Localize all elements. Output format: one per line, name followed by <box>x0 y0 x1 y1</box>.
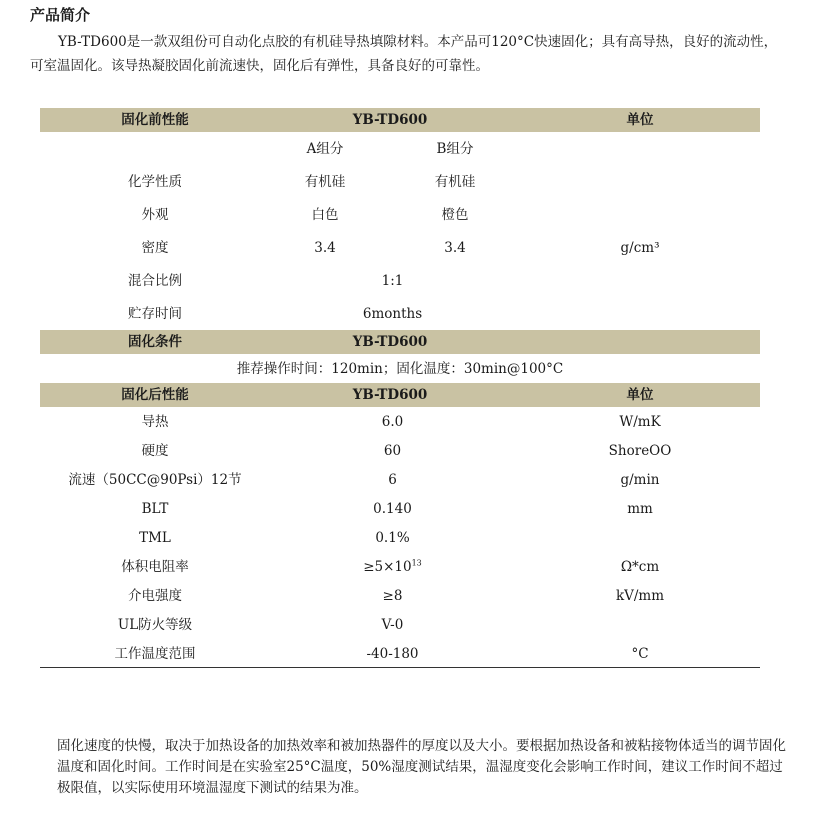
row-label: 化学性质 <box>128 174 182 190</box>
row-value: $\ge 5\times 10^{13}$ <box>363 558 422 575</box>
row-label: BLT <box>141 501 169 517</box>
pre-cure-title: 固化前性能 <box>121 112 189 128</box>
row-value: 0.140 <box>373 501 412 517</box>
row-label: 工作温度范围 <box>114 646 196 662</box>
intro-paragraph: YB-TD600是一款双组份可自动化点胶的有机硅导热填隙材料。本产品可120°C快速固化；具有高导热，良好的流动性，可室温固化。该导热凝胶固化前流速快，固化后有弹性，具备良好的可靠性。 <box>30 34 778 74</box>
row-label: 外观 <box>141 207 169 223</box>
row-unit: Ω*cm <box>620 559 660 575</box>
component-a-header: A组分 <box>306 141 344 157</box>
row-label: 介电强度 <box>128 588 182 604</box>
table-bottom-rule <box>40 667 760 668</box>
row-label: 导热 <box>141 414 169 430</box>
cure-condition-title: 固化条件 <box>128 334 182 350</box>
post-cure-title: 固化后性能 <box>121 387 189 403</box>
product-code-header: YB-TD600 <box>352 334 428 350</box>
row-label: 混合比例 <box>128 273 182 289</box>
row-value-a: 3.4 <box>314 240 336 256</box>
row-value-b: 橙色 <box>441 207 469 223</box>
row-unit: W/mK <box>619 414 661 430</box>
row-value: 0.1% <box>375 530 410 546</box>
row-label: 流速（50CC@90Psi）12节 <box>68 472 242 488</box>
footnote: 固化速度的快慢，取决于加热设备的加热效率和被加热器件的厚度以及大小。要根据加热设备和被粘接物体适当的调节固化温度和固化时间。工作时间是在实验室25°C温度，50%湿度测试结果，温湿度变化会影响工作时间，建议工作时间不超过极限值，以实际使用环境温湿度下测试的结果为准。 <box>57 738 786 796</box>
row-value-b: 有机硅 <box>434 174 476 190</box>
product-code-header: YB-TD600 <box>352 387 428 403</box>
row-value: V-0 <box>381 617 404 633</box>
cure-condition-note: 推荐操作时间：120min；固化温度：30min@100°C <box>236 361 564 377</box>
row-unit: °C <box>631 646 649 662</box>
row-value: -40-180 <box>366 646 419 662</box>
row-value: ≥8 <box>382 588 403 604</box>
unit-header: 单位 <box>626 112 654 128</box>
row-label: UL防火等级 <box>117 617 193 633</box>
row-unit: mm <box>627 501 653 517</box>
row-unit: g/min <box>620 472 660 488</box>
row-label: 体积电阻率 <box>121 559 189 575</box>
row-unit: g/cm³ <box>620 240 660 256</box>
row-value-a: 白色 <box>311 207 339 223</box>
row-label: 密度 <box>141 240 169 256</box>
row-value: 6months <box>362 306 423 322</box>
row-value-a: 有机硅 <box>304 174 346 190</box>
cure-condition-header <box>40 330 760 354</box>
row-label: 硬度 <box>141 443 169 459</box>
product-code-header: YB-TD600 <box>352 112 428 128</box>
row-value-b: 3.4 <box>444 240 466 256</box>
row-unit: kV/mm <box>615 588 665 604</box>
component-b-header: B组分 <box>436 141 474 157</box>
row-unit: ShoreOO <box>608 443 672 459</box>
row-value: 1:1 <box>381 273 404 289</box>
row-label: TML <box>139 530 171 546</box>
pre-cure-header <box>40 108 760 132</box>
unit-header: 单位 <box>626 387 654 403</box>
row-value: 6 <box>388 472 397 488</box>
row-label: 贮存时间 <box>128 306 182 322</box>
row-value: 60 <box>383 443 402 459</box>
row-value: 6.0 <box>381 414 404 430</box>
section-heading: 产品简介 <box>30 6 91 24</box>
post-cure-header <box>40 383 760 407</box>
